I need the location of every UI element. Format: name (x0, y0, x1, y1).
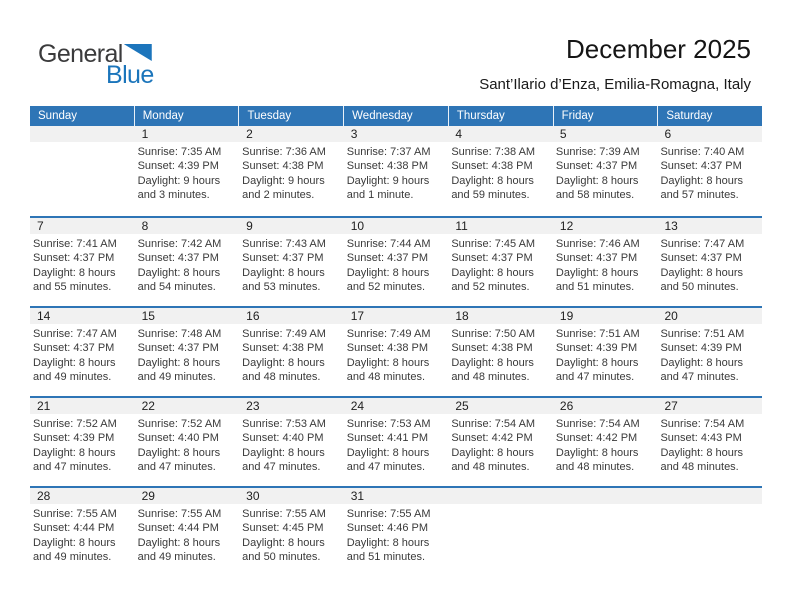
day-info (448, 234, 553, 295)
calendar-day-cell (30, 218, 135, 306)
day-info-line: Sunset: 4:39 PM (660, 342, 742, 355)
day-info-line: and 47 minutes. (137, 461, 216, 474)
day-info-line: Sunset: 4:37 PM (346, 252, 429, 265)
day-info-line: Sunset: 4:42 PM (555, 432, 638, 445)
day-info-line: and 48 minutes. (660, 461, 739, 474)
day-info-line: Sunrise: 7:45 AM (451, 238, 536, 250)
day-info-line: Sunrise: 7:35 AM (137, 146, 222, 158)
day-info-line: Daylight: 8 hours (660, 174, 744, 187)
day-number: 30 (239, 488, 344, 504)
day-info-line: and 47 minutes. (660, 371, 739, 384)
day-info (30, 504, 135, 565)
day-info-line: Sunset: 4:37 PM (451, 252, 533, 265)
day-info (135, 234, 240, 295)
day-info-line: Sunset: 4:37 PM (33, 342, 115, 355)
day-info-line: and 51 minutes. (555, 281, 635, 294)
day-number: 10 (344, 218, 449, 234)
day-number (30, 126, 135, 142)
day-info-line: Daylight: 8 hours (555, 266, 639, 279)
day-info (30, 142, 135, 145)
day-info-line: Sunrise: 7:54 AM (555, 418, 640, 430)
weekday-header-tuesday: Tuesday (238, 106, 343, 126)
day-info-line: Sunrise: 7:43 AM (242, 238, 326, 250)
calendar-day-cell (239, 488, 344, 576)
day-info-line: Daylight: 8 hours (33, 446, 116, 459)
day-info-line: Sunset: 4:43 PM (660, 432, 742, 445)
day-info-line: Sunset: 4:37 PM (242, 252, 324, 265)
day-number: 4 (448, 126, 553, 142)
day-info (553, 414, 658, 475)
day-number: 17 (344, 308, 449, 324)
day-number: 25 (448, 398, 553, 414)
day-number: 6 (657, 126, 762, 142)
day-info-line: Sunset: 4:44 PM (137, 522, 219, 535)
day-info-line: and 3 minutes. (137, 189, 210, 202)
day-number: 24 (344, 398, 449, 414)
day-number: 13 (657, 218, 762, 234)
calendar-day-cell (135, 218, 240, 306)
day-info-line: Sunrise: 7:42 AM (137, 238, 222, 250)
day-info-line: and 53 minutes. (242, 281, 321, 294)
day-info-line: Sunrise: 7:54 AM (451, 418, 536, 430)
day-info-line: Daylight: 8 hours (555, 446, 639, 459)
day-info-line: Sunset: 4:38 PM (242, 342, 324, 355)
weekday-header-monday: Monday (134, 106, 239, 126)
day-info-line: Daylight: 8 hours (451, 174, 534, 187)
day-info-line: Daylight: 8 hours (33, 536, 116, 549)
day-info-line: Sunset: 4:41 PM (346, 432, 429, 445)
day-info (448, 142, 553, 203)
day-info-line: and 50 minutes. (660, 281, 739, 294)
week-row (30, 126, 762, 216)
day-info (657, 504, 762, 507)
day-number: 20 (657, 308, 762, 324)
calendar-day-cell (657, 398, 762, 486)
calendar-day-cell (553, 218, 658, 306)
day-info-line: Sunrise: 7:50 AM (451, 328, 536, 340)
calendar-day-cell (135, 126, 240, 216)
day-number: 14 (30, 308, 135, 324)
day-number: 23 (239, 398, 344, 414)
day-info (135, 504, 240, 565)
day-info-line: Sunset: 4:39 PM (555, 342, 638, 355)
day-info-line: and 49 minutes. (33, 551, 112, 564)
day-number: 5 (553, 126, 658, 142)
day-info-line: and 57 minutes. (660, 189, 739, 202)
day-info-line: Sunset: 4:38 PM (242, 160, 324, 173)
week-row (30, 486, 762, 576)
day-number: 27 (657, 398, 762, 414)
day-info (344, 414, 449, 475)
day-info-line: and 2 minutes. (242, 189, 315, 202)
day-info (239, 234, 344, 295)
day-info-line: Daylight: 8 hours (660, 356, 744, 369)
day-info-line: Sunset: 4:37 PM (555, 252, 638, 265)
day-info-line: and 52 minutes. (451, 281, 530, 294)
day-info-line: Sunrise: 7:41 AM (33, 238, 117, 250)
calendar-day-cell (344, 308, 449, 396)
day-info-line: Daylight: 8 hours (346, 266, 430, 279)
day-number: 29 (135, 488, 240, 504)
day-info-line: and 49 minutes. (137, 371, 216, 384)
day-info-line: and 48 minutes. (346, 371, 426, 384)
day-info-line: Sunset: 4:45 PM (242, 522, 324, 535)
day-info-line: Daylight: 8 hours (660, 266, 744, 279)
day-number: 2 (239, 126, 344, 142)
calendar-day-cell (30, 398, 135, 486)
day-info (553, 234, 658, 295)
weekday-header-sunday: Sunday (30, 106, 134, 126)
week-row (30, 216, 762, 306)
day-number: 12 (553, 218, 658, 234)
calendar-empty-cell (448, 488, 553, 576)
day-info-line: Sunrise: 7:55 AM (33, 508, 117, 520)
day-number: 9 (239, 218, 344, 234)
calendar-day-cell (239, 218, 344, 306)
day-number: 15 (135, 308, 240, 324)
day-number: 28 (30, 488, 135, 504)
calendar-day-cell (344, 398, 449, 486)
weekday-header-friday: Friday (553, 106, 658, 126)
day-number: 19 (553, 308, 658, 324)
calendar-day-cell (239, 308, 344, 396)
day-info-line: and 49 minutes. (33, 371, 112, 384)
calendar-day-cell (135, 398, 240, 486)
day-info-line: Sunset: 4:42 PM (451, 432, 533, 445)
day-info-line: Sunrise: 7:40 AM (660, 146, 745, 158)
day-info-line: Sunrise: 7:51 AM (660, 328, 745, 340)
day-info (30, 414, 135, 475)
day-info-line: Daylight: 8 hours (451, 266, 534, 279)
calendar-day-cell (448, 308, 553, 396)
day-info (344, 142, 449, 203)
day-info-line: Daylight: 8 hours (242, 536, 325, 549)
day-number: 7 (30, 218, 135, 234)
calendar-day-cell (657, 126, 762, 216)
day-number: 11 (448, 218, 553, 234)
day-info-line: Sunrise: 7:52 AM (33, 418, 117, 430)
day-info-line: Daylight: 8 hours (242, 356, 325, 369)
day-info-line: and 59 minutes. (451, 189, 530, 202)
day-number: 18 (448, 308, 553, 324)
calendar-day-cell (344, 488, 449, 576)
day-info-line: Sunrise: 7:44 AM (346, 238, 431, 250)
calendar-day-cell (344, 126, 449, 216)
day-number: 1 (135, 126, 240, 142)
day-info-line: Sunset: 4:37 PM (660, 252, 742, 265)
day-info (239, 504, 344, 565)
calendar-day-cell (657, 218, 762, 306)
calendar-weeks (30, 126, 762, 576)
day-info-line: Daylight: 9 hours (137, 174, 221, 187)
brand-name-general: General (38, 40, 123, 68)
day-info-line: Sunrise: 7:53 AM (346, 418, 431, 430)
day-number: 26 (553, 398, 658, 414)
calendar-day-cell (657, 308, 762, 396)
day-number: 21 (30, 398, 135, 414)
day-info-line: Sunset: 4:38 PM (451, 160, 533, 173)
day-info (239, 414, 344, 475)
brand-triangle-icon (124, 44, 152, 61)
calendar-day-cell (135, 488, 240, 576)
day-info-line: Sunrise: 7:37 AM (346, 146, 431, 158)
day-info-line: Daylight: 8 hours (137, 356, 221, 369)
day-info (657, 324, 762, 385)
day-info-line: and 47 minutes. (346, 461, 426, 474)
day-info-line: Sunset: 4:37 PM (137, 342, 219, 355)
calendar-day-cell (30, 308, 135, 396)
calendar-day-cell (448, 126, 553, 216)
day-info-line: Sunset: 4:38 PM (346, 160, 429, 173)
day-info-line: and 47 minutes. (242, 461, 321, 474)
day-info-line: Daylight: 8 hours (346, 536, 430, 549)
day-info-line: Daylight: 8 hours (451, 356, 534, 369)
day-number (448, 488, 553, 504)
day-info-line: Sunset: 4:44 PM (33, 522, 115, 535)
calendar-day-cell (448, 218, 553, 306)
day-info-line: Sunrise: 7:38 AM (451, 146, 536, 158)
calendar (30, 106, 762, 576)
day-info-line: Sunset: 4:37 PM (555, 160, 638, 173)
day-info-line: Sunrise: 7:39 AM (555, 146, 640, 158)
day-info-line: Sunrise: 7:49 AM (242, 328, 326, 340)
day-number: 8 (135, 218, 240, 234)
calendar-day-cell (135, 308, 240, 396)
day-info-line: Sunset: 4:37 PM (660, 160, 742, 173)
day-info-line: Daylight: 8 hours (137, 536, 221, 549)
day-info (448, 414, 553, 475)
calendar-empty-cell (553, 488, 658, 576)
day-info (30, 234, 135, 295)
day-info-line: Daylight: 8 hours (555, 356, 639, 369)
day-info (657, 414, 762, 475)
day-info-line: Daylight: 8 hours (451, 446, 534, 459)
day-info (657, 234, 762, 295)
day-info (553, 324, 658, 385)
day-info-line: and 48 minutes. (451, 461, 530, 474)
calendar-day-cell (553, 126, 658, 216)
day-info (30, 324, 135, 385)
day-info-line: and 54 minutes. (137, 281, 216, 294)
day-info-line: and 51 minutes. (346, 551, 426, 564)
day-info-line: Sunset: 4:37 PM (137, 252, 219, 265)
week-row (30, 306, 762, 396)
day-info-line: Sunrise: 7:48 AM (137, 328, 222, 340)
day-info-line: Daylight: 8 hours (242, 266, 325, 279)
day-info-line: Daylight: 8 hours (33, 356, 116, 369)
day-info (553, 504, 658, 507)
day-number (657, 488, 762, 504)
day-info-line: and 58 minutes. (555, 189, 635, 202)
day-info-line: Daylight: 9 hours (242, 174, 325, 187)
day-info-line: Daylight: 8 hours (137, 266, 221, 279)
day-info (344, 504, 449, 565)
day-info-line: and 47 minutes. (33, 461, 112, 474)
day-info-line: Sunrise: 7:55 AM (137, 508, 222, 520)
day-info-line: Sunset: 4:37 PM (33, 252, 115, 265)
day-info-line: and 50 minutes. (242, 551, 321, 564)
day-info-line: and 47 minutes. (555, 371, 635, 384)
day-info-line: Sunset: 4:38 PM (346, 342, 429, 355)
day-info-line: and 55 minutes. (33, 281, 112, 294)
day-info (657, 142, 762, 203)
day-number: 16 (239, 308, 344, 324)
day-info-line: Sunrise: 7:47 AM (660, 238, 745, 250)
day-info (448, 324, 553, 385)
calendar-day-cell (239, 126, 344, 216)
day-info-line: Daylight: 9 hours (346, 174, 430, 187)
day-info-line: Sunrise: 7:46 AM (555, 238, 640, 250)
weekday-header-thursday: Thursday (448, 106, 553, 126)
calendar-day-cell (30, 488, 135, 576)
week-row (30, 396, 762, 486)
day-info-line: Sunrise: 7:36 AM (242, 146, 326, 158)
day-info-line: Sunrise: 7:51 AM (555, 328, 640, 340)
calendar-day-cell (553, 398, 658, 486)
calendar-day-cell (553, 308, 658, 396)
day-info-line: Sunrise: 7:49 AM (346, 328, 431, 340)
day-info-line: Sunrise: 7:55 AM (346, 508, 431, 520)
day-info (448, 504, 553, 507)
calendar-day-cell (448, 398, 553, 486)
day-info-line: and 48 minutes. (242, 371, 321, 384)
page-subtitle: Sant’Ilario d’Enza, Emilia-Romagna, Italy (479, 76, 751, 94)
page-title: December 2025 (566, 34, 751, 64)
day-info-line: Sunrise: 7:47 AM (33, 328, 117, 340)
day-number: 3 (344, 126, 449, 142)
day-info (553, 142, 658, 203)
weekday-header-saturday: Saturday (657, 106, 762, 126)
day-info (239, 324, 344, 385)
calendar-day-cell (344, 218, 449, 306)
day-info-line: Daylight: 8 hours (660, 446, 744, 459)
day-info-line: and 49 minutes. (137, 551, 216, 564)
day-info-line: Sunrise: 7:54 AM (660, 418, 745, 430)
brand-name-blue: Blue (106, 61, 154, 89)
day-info-line: and 1 minute. (346, 189, 414, 202)
day-number (553, 488, 658, 504)
day-info-line: Daylight: 8 hours (346, 446, 430, 459)
title-block (479, 36, 751, 93)
day-info-line: Sunset: 4:39 PM (137, 160, 219, 173)
day-info-line: Sunset: 4:38 PM (451, 342, 533, 355)
day-info-line: and 52 minutes. (346, 281, 426, 294)
day-info-line: Daylight: 8 hours (555, 174, 639, 187)
day-info-line: Sunset: 4:39 PM (33, 432, 115, 445)
day-info-line: Sunset: 4:40 PM (242, 432, 324, 445)
day-info-line: Sunrise: 7:52 AM (137, 418, 222, 430)
day-info-line: and 48 minutes. (451, 371, 530, 384)
day-info-line: Daylight: 8 hours (33, 266, 116, 279)
day-info-line: and 48 minutes. (555, 461, 635, 474)
weekday-header-wednesday: Wednesday (343, 106, 448, 126)
day-number: 31 (344, 488, 449, 504)
day-number: 22 (135, 398, 240, 414)
day-info (135, 414, 240, 475)
calendar-empty-cell (30, 126, 135, 216)
day-info (239, 142, 344, 203)
day-info-line: Sunset: 4:40 PM (137, 432, 219, 445)
day-info (344, 324, 449, 385)
day-info-line: Sunset: 4:46 PM (346, 522, 429, 535)
calendar-empty-cell (657, 488, 762, 576)
calendar-day-cell (239, 398, 344, 486)
weekday-header (30, 106, 762, 126)
day-info-line: Daylight: 8 hours (242, 446, 325, 459)
day-info (344, 234, 449, 295)
day-info (135, 324, 240, 385)
day-info-line: Daylight: 8 hours (137, 446, 221, 459)
day-info-line: Sunrise: 7:53 AM (242, 418, 326, 430)
day-info-line: Sunrise: 7:55 AM (242, 508, 326, 520)
day-info-line: Daylight: 8 hours (346, 356, 430, 369)
day-info (135, 142, 240, 203)
brand-logo (38, 42, 154, 88)
